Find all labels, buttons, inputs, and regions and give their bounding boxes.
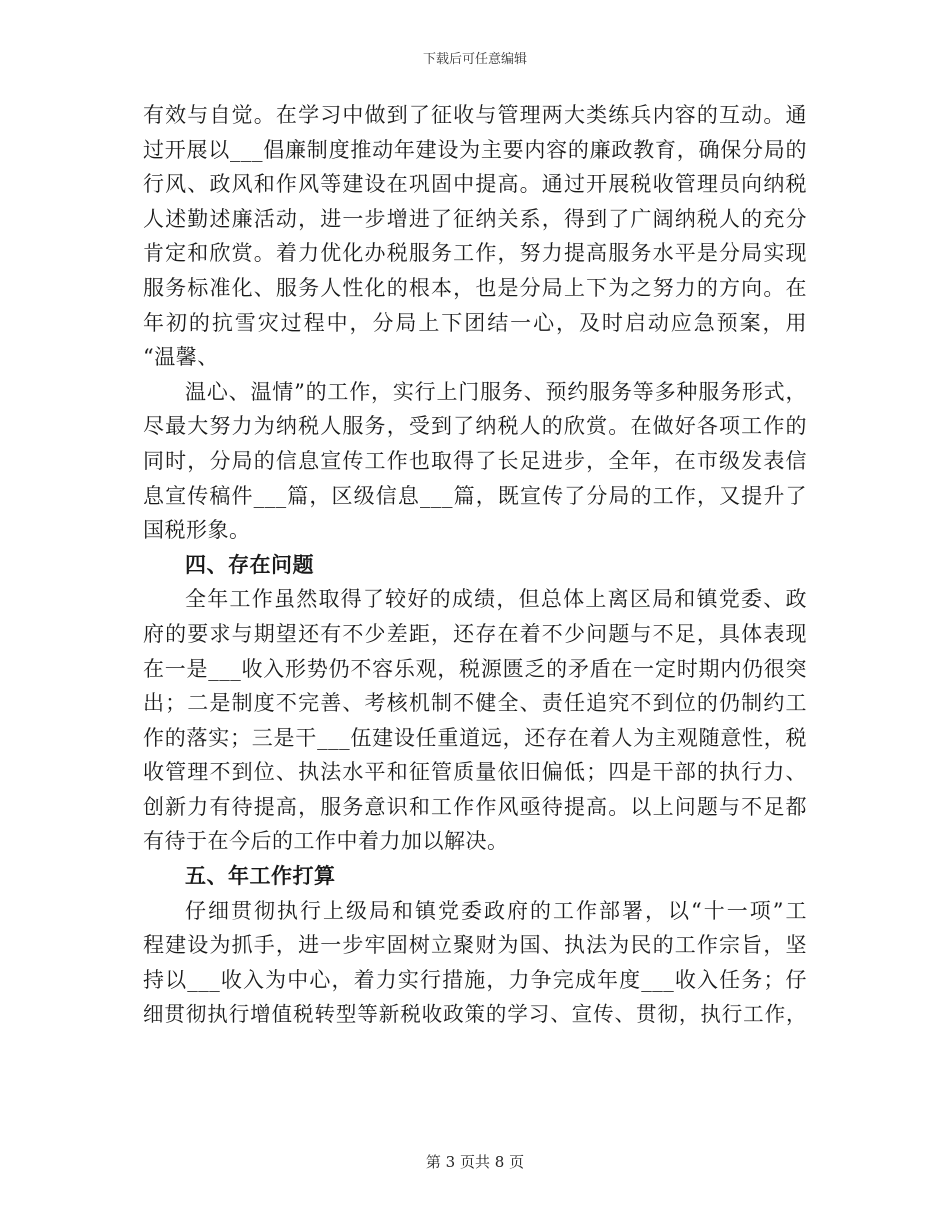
body-line: 创新力有待提高，服务意识和工作作风亟待提高。以上问题与不足都 bbox=[143, 794, 807, 819]
document-body bbox=[143, 98, 807, 1032]
body-line: 服务标准化、服务人性化的根本，也是分局上下为之努力的方向。在 bbox=[143, 275, 807, 300]
body-line: 作的落实；三是干___伍建设任重道远，还存在着人为主观随意性，税 bbox=[143, 725, 807, 750]
section-heading: 五、年工作打算 bbox=[185, 863, 336, 889]
body-line: 息宣传稿件___篇，区级信息___篇，既宣传了分局的工作，又提升了 bbox=[143, 483, 807, 508]
body-line: “温馨、 bbox=[143, 345, 219, 370]
body-line: 温心、温情”的工作，实行上门服务、预约服务等多种服务形式， bbox=[185, 379, 807, 404]
body-line: 在一是___收入形势仍不容乐观，税源匮乏的矛盾在一定时期内仍很突 bbox=[143, 656, 807, 681]
body-line: 持以___收入为中心，着力实行措施，力争完成年度___收入任务；仔 bbox=[143, 967, 807, 992]
page-header: 下载后可任意编辑 bbox=[422, 52, 527, 67]
body-line: 国税形象。 bbox=[143, 518, 251, 543]
body-line: 全年工作虽然取得了较好的成绩，但总体上离区局和镇党委、政 bbox=[185, 587, 807, 612]
body-line: 仔细贯彻执行上级局和镇党委政府的工作部署，以“十一项”工 bbox=[185, 898, 807, 923]
body-line: 行风、政风和作风等建设在巩固中提高。通过开展税收管理员向纳税 bbox=[143, 172, 807, 197]
body-line: 出；二是制度不完善、考核机制不健全、责任追究不到位的仍制约工 bbox=[143, 691, 807, 716]
body-line: 人述勤述廉活动，进一步增进了征纳关系，得到了广阔纳税人的充分 bbox=[143, 206, 807, 231]
section-heading: 四、存在问题 bbox=[185, 551, 314, 577]
body-line: 过开展以___倡廉制度推动年建设为主要内容的廉政教育，确保分局的 bbox=[143, 137, 807, 162]
page-footer: 第 3 页共 8 页 bbox=[425, 1153, 525, 1171]
body-line: 同时，分局的信息宣传工作也取得了长足进步，全年，在市级发表信 bbox=[143, 448, 807, 473]
body-line: 尽最大努力为纳税人服务，受到了纳税人的欣赏。在做好各项工作的 bbox=[143, 414, 807, 439]
body-line: 细贯彻执行增值税转型等新税收政策的学习、宣传、贯彻，执行工作， bbox=[143, 1002, 807, 1027]
body-line: 府的要求与期望还有不少差距，还存在着不少问题与不足，具体表现 bbox=[143, 621, 807, 646]
body-line: 有待于在今后的工作中着力加以解决。 bbox=[143, 829, 509, 854]
body-line: 程建设为抓手，进一步牢固树立聚财为国、执法为民的工作宗旨，坚 bbox=[143, 933, 807, 958]
body-line: 收管理不到位、执法水平和征管质量依旧偏低；四是干部的执行力、 bbox=[143, 760, 807, 785]
body-line: 有效与自觉。在学习中做到了征收与管理两大类练兵内容的互动。通 bbox=[143, 103, 807, 127]
body-line: 肯定和欣赏。着力优化办税服务工作，努力提高服务水平是分局实现 bbox=[143, 241, 807, 266]
body-line: 年初的抗雪灾过程中，分局上下团结一心，及时启动应急预案，用 bbox=[143, 310, 807, 335]
